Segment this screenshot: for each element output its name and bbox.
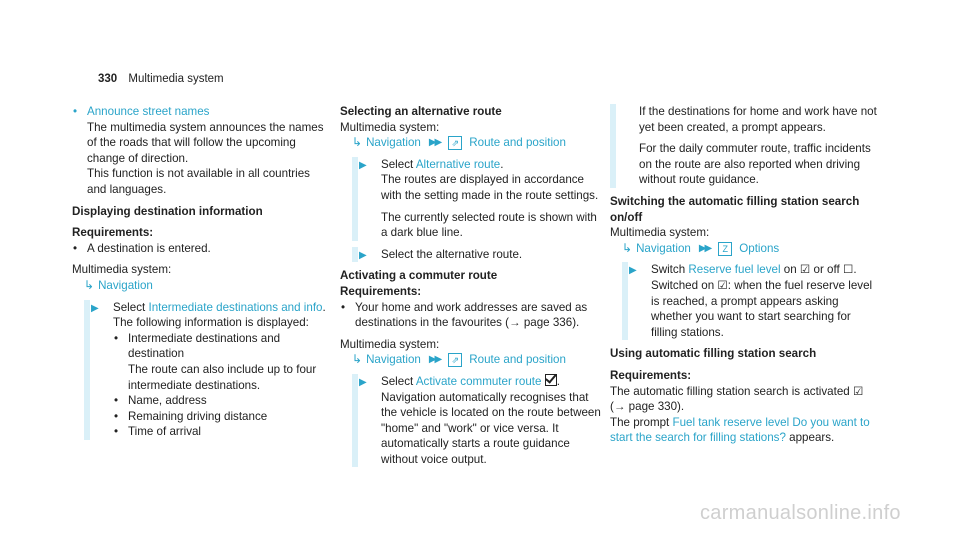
- select-label: Select: [381, 374, 414, 388]
- nav-path: [610, 241, 878, 257]
- req-text: The automatic filling station search is activated ☑ (→ page 330).: [610, 384, 864, 414]
- list-item: • Intermediate destinations and destination: [113, 331, 330, 362]
- instruction-step: ▶ Select Alternative route. The routes are displayed in accordance with the setting made in the route settings. The currently selected route is shown with a dark blue line.: [352, 157, 605, 241]
- nav-path-2: [340, 352, 605, 368]
- section-heading: Displaying destination information: [72, 204, 263, 218]
- reserve-fuel-link[interactable]: Reserve fuel level: [688, 263, 781, 277]
- watermark: carmanualsonline.info: [700, 502, 901, 524]
- prompt-label: The prompt: [610, 415, 670, 429]
- alternative-route-link[interactable]: Alternative route: [415, 157, 501, 171]
- list-item: • Remaining driving distance: [113, 409, 330, 425]
- page-header-title: Multimedia system: [128, 73, 224, 85]
- route-position-link[interactable]: Route and position: [469, 353, 566, 367]
- nav-link[interactable]: Navigation: [366, 136, 421, 150]
- route-position-link[interactable]: Route and position: [469, 136, 566, 150]
- instruction-step: [352, 247, 605, 263]
- step-text: Select the alternative route.: [381, 247, 523, 261]
- alt-desc-2: The currently selected route is shown with a dark blue line.: [381, 210, 597, 240]
- checkbox-checked-icon: [545, 374, 557, 386]
- commuter-route-link[interactable]: Activate commuter route: [415, 374, 542, 388]
- ms-label: Multimedia system:: [72, 263, 172, 277]
- nav-link[interactable]: Navigation: [636, 241, 691, 255]
- route-icon: ⇗: [448, 136, 462, 150]
- enter-arrow-icon: ↳: [622, 240, 633, 255]
- instruction-step-cont: [610, 104, 878, 188]
- announce-desc: The multimedia system announces the names of the roads that will follow the upcoming change of direction.: [87, 120, 324, 165]
- column-1: [72, 104, 330, 440]
- ms-label-2: Multimedia system:: [340, 337, 440, 351]
- list-item: • Name, address: [113, 393, 330, 409]
- step-arrow-icon: ▶: [629, 265, 637, 277]
- req-label: Requirements:: [340, 284, 422, 298]
- section-heading-2: Activating a commuter route: [340, 269, 498, 283]
- column-3: [610, 104, 878, 446]
- step-arrow-icon: ▶: [359, 249, 367, 261]
- nav-link[interactable]: Navigation: [366, 353, 421, 367]
- instruction-step: [622, 262, 878, 340]
- enter-arrow-icon: ↳: [352, 352, 363, 367]
- ms-label: Multimedia system:: [610, 226, 710, 240]
- list-item: • Time of arrival: [113, 424, 330, 440]
- nav-link[interactable]: Navigation: [98, 278, 153, 292]
- instruction-step: ▶ Select Intermediate destinations and info. The following information is displayed: • Intermediate destinations and destination The route can also include up to four intermediate destinations. • Name, address • Remaining driving distance • Time of arrival: [84, 300, 330, 440]
- nav-path: [340, 135, 605, 151]
- column-2: [340, 104, 605, 467]
- ms-label: Multimedia system:: [340, 120, 440, 134]
- page-number: 330: [98, 73, 118, 85]
- options-icon: Z: [718, 242, 732, 256]
- section-heading: Switching the automatic filling station search on/off: [610, 194, 860, 224]
- step-arrow-icon: ▶: [359, 376, 367, 388]
- double-chevron-icon: ▶▶: [698, 242, 711, 254]
- step-arrow-icon: ▶: [359, 159, 367, 171]
- follow-text: The following information is displayed:: [113, 316, 309, 330]
- act-desc: Navigation automatically recognises that the vehicle is located on the route between "home" and "work" or vice versa. It automatically starts a route guidance without voice output.: [381, 390, 601, 466]
- req-label: Requirements:: [610, 368, 692, 382]
- announce-link[interactable]: • Announce street names: [72, 104, 330, 120]
- page-header: [98, 72, 224, 88]
- double-chevron-icon: ▶▶: [428, 137, 441, 149]
- switch-desc: Switched on ☑: when the fuel reserve level is reached, a prompt appears asking whether you want to start searching for filling stations.: [651, 278, 873, 339]
- select-label: Select: [113, 300, 146, 314]
- prompt-link[interactable]: Fuel tank reserve level Do you want to start the search for filling stations?: [610, 415, 870, 445]
- enter-arrow-icon: ↳: [352, 135, 363, 150]
- req-item: • A destination is entered.: [72, 241, 330, 257]
- switch-post: on ☑ or off ☐.: [783, 263, 857, 277]
- section-heading: Selecting an alternative route: [340, 105, 502, 118]
- nav-path: [72, 278, 330, 294]
- select-label: Select: [381, 157, 414, 171]
- intermediate-link[interactable]: Intermediate destinations and info: [148, 300, 323, 314]
- announce-desc-2: This function is not available in all countries and languages.: [87, 167, 310, 196]
- enter-arrow-icon: ↳: [84, 277, 95, 292]
- req-label: Requirements:: [72, 226, 154, 240]
- section-heading-2: Using automatic filling station search: [610, 347, 817, 361]
- commuter-p2: For the daily commuter route, traffic incidents on the route are also reported when driving without route guidance.: [639, 142, 871, 187]
- alt-desc: The routes are displayed in accordance with the setting made in the route settings.: [381, 173, 599, 202]
- prompt-post: appears.: [789, 431, 835, 445]
- options-link[interactable]: Options: [739, 241, 780, 255]
- double-chevron-icon: ▶▶: [428, 354, 441, 366]
- instruction-step: ▶ Select Activate commuter route . Navigation automatically recognises that the vehicle is located on the route between "home" and "work" or vice versa. It automatically starts a route guidance without voice output.: [352, 374, 605, 468]
- step-arrow-icon: ▶: [91, 302, 99, 314]
- route-icon: ⇗: [448, 353, 462, 367]
- req-item: • Your home and work addresses are saved as destinations in the favourites (→ page 336).: [340, 300, 605, 331]
- route-note: The route can also include up to four intermediate destinations.: [128, 362, 317, 392]
- switch-label: Switch: [651, 263, 686, 277]
- commuter-p1: If the destinations for home and work have not yet been created, a prompt appears.: [639, 105, 877, 134]
